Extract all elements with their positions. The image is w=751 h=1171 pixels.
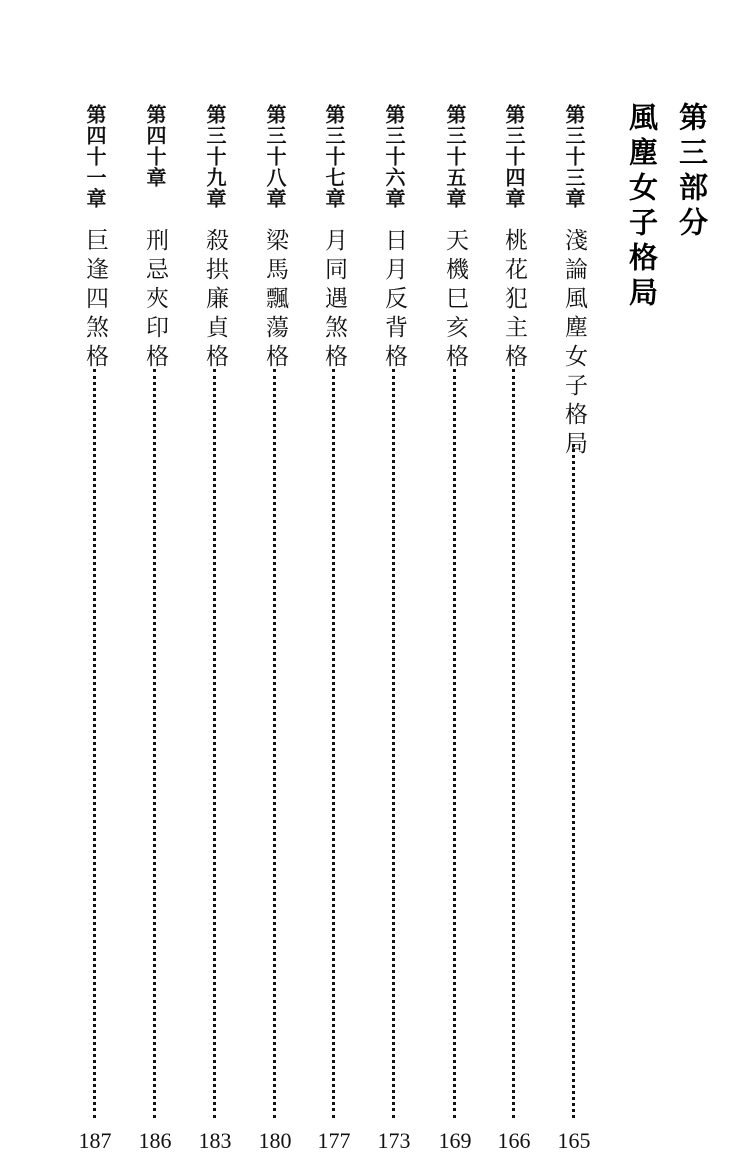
dot-leader	[572, 444, 575, 1118]
toc-entry[interactable]	[437, 104, 473, 1154]
chapter-number: 第三十六章	[382, 104, 406, 209]
chapter-number: 第三十四章	[502, 104, 526, 209]
dot-leader	[93, 369, 96, 1118]
part-label: 第三部分	[675, 102, 709, 242]
page-number: 177	[317, 1128, 351, 1153]
chapter-title: 月同遇煞格	[321, 228, 347, 373]
page-number: 183	[198, 1128, 232, 1153]
chapter-number: 第四十一章	[83, 104, 107, 209]
chapter-title: 日月反背格	[381, 228, 407, 373]
toc-entry[interactable]	[556, 104, 592, 1154]
chapter-number: 第三十三章	[562, 104, 586, 209]
chapter-title: 梁馬飄蕩格	[262, 228, 288, 373]
dot-leader	[332, 369, 335, 1118]
chapter-number: 第三十七章	[322, 104, 346, 209]
dot-leader	[512, 369, 515, 1118]
page-number: 166	[497, 1128, 531, 1153]
toc-entry[interactable]	[197, 104, 233, 1154]
toc-entry[interactable]	[496, 104, 532, 1154]
dot-leader	[153, 369, 156, 1118]
chapter-number: 第三十九章	[203, 104, 227, 209]
chapter-title: 巨逢四煞格	[82, 228, 108, 373]
toc-entry[interactable]	[137, 104, 173, 1154]
toc-entry[interactable]	[257, 104, 293, 1154]
part-title: 風塵女子格局	[625, 102, 659, 312]
toc-entry[interactable]	[316, 104, 352, 1154]
chapter-title: 殺拱廉貞格	[202, 228, 228, 373]
chapter-title: 淺論風塵女子格局	[561, 228, 587, 460]
page-number: 186	[138, 1128, 172, 1153]
chapter-title: 天機巳亥格	[442, 228, 468, 373]
page-number: 180	[258, 1128, 292, 1153]
chapter-title: 桃花犯主格	[501, 228, 527, 373]
page-number: 173	[377, 1128, 411, 1153]
page-number: 187	[78, 1128, 112, 1153]
chapter-number: 第四十章	[143, 104, 167, 188]
page-number: 165	[557, 1128, 591, 1153]
dot-leader	[273, 369, 276, 1118]
chapter-number: 第三十八章	[263, 104, 287, 209]
toc-entry[interactable]	[376, 104, 412, 1154]
chapter-number: 第三十五章	[443, 104, 467, 209]
page-number: 169	[438, 1128, 472, 1153]
chapter-title: 刑忌夾印格	[142, 228, 168, 373]
dot-leader	[392, 369, 395, 1118]
toc-entry[interactable]	[77, 104, 113, 1154]
dot-leader	[453, 369, 456, 1118]
dot-leader	[213, 369, 216, 1118]
